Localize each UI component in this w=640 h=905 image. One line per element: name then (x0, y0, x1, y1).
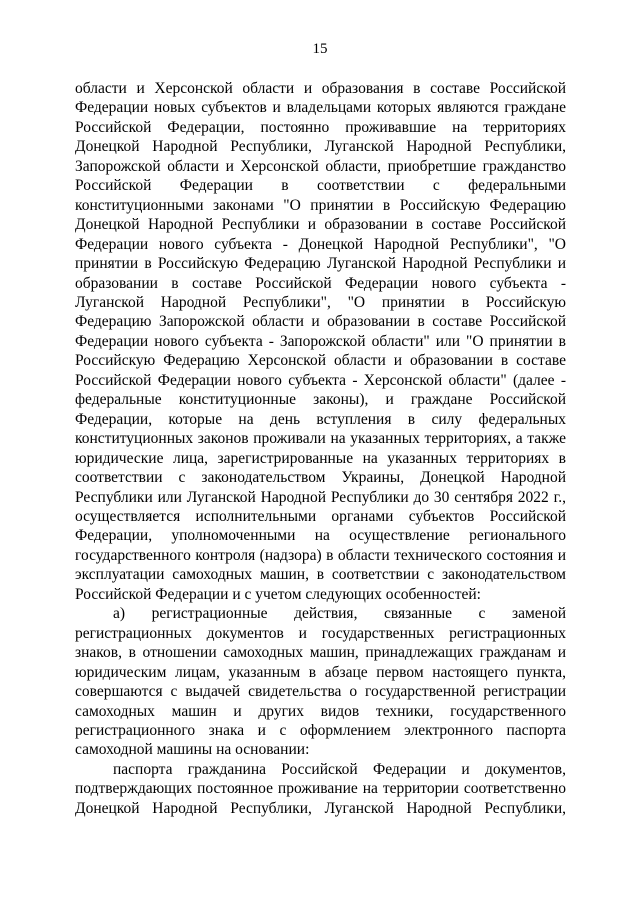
document-body (75, 79, 566, 818)
paragraph-item-a: а) регистрационные действия, связанные с заменой регистрационных документов и государственных регистрационных знаков, в отношении самоходных машин, принадлежащих гражданам и юридическим лицам, указанным в абзаце первом настоящего пункта, совершаются с выдачей свидетельства о государственной регистрации самоходных машин и других видов техники, государственного регистрационного знака и с оформлением электронного паспорта самоходной машины на основании: (75, 605, 566, 759)
paragraph-passport: паспорта гражданина Российской Федерации и документов, подтверждающих постоянное проживание на территории соответственно Донецкой Народной Республики, Луганской Народной Республики, (75, 760, 566, 817)
page-number: 15 (312, 41, 328, 57)
paragraph-continuation: области и Херсонской области и образования в составе Российской Федерации новых субъектов и владельцами которых являются граждане Российской Федерации, постоянно проживавшие на территориях Донецкой Народной Республики, Луганской Народной Республики, Запорожской области и Херсонской области, приобретшие гражданство Российской Федерации в соответствии с федеральными конституционными законами "О принятии в Российскую Федерацию Донецкой Народной Республики и образовании в составе Российской Федерации нового субъекта - Донецкой Народной Республики", "О принятии в Российскую Федерацию Луганской Народной Республики и образовании в составе Российской Федерации нового субъекта - Луганской Народной Республики", "О принятии в Российскую Федерацию Запорожской области и образовании в составе Российской Федерации нового субъекта - Запорожской области" или "О принятии в Российскую Федерацию Херсонской области и образовании в составе Российской Федерации нового субъекта - Херсонской области" (далее - федеральные конституционные законы), и граждане Российской Федерации, которые на день вступления в силу федеральных конституционных законов проживали на указанных территориях, а также юридические лица, зарегистрированные на указанных территориях в соответствии с законодательством Украины, Донецкой Народной Республики или Луганской Народной Республики до 30 сентября 2022 г., осуществляется исполнительными органами субъектов Российской Федерации, уполномоченными на осуществление регионального государственного контроля (надзора) в области технического состояния и эксплуатации самоходных машин, в соответствии с законодательством Российской Федерации и с учетом следующих особенностей: (75, 80, 566, 603)
